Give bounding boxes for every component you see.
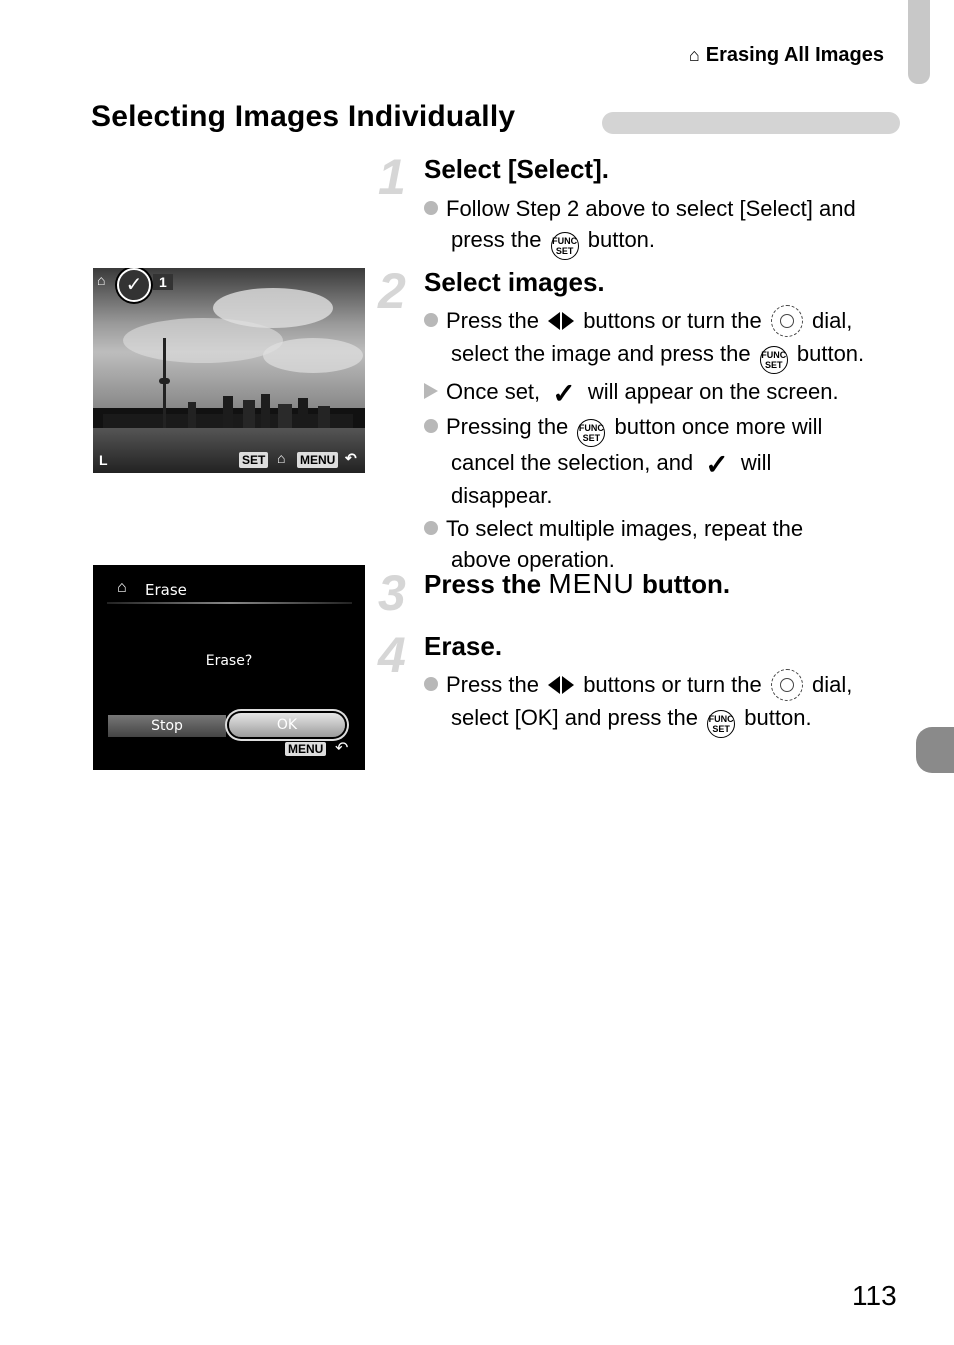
protect-erase-icon: ⌂ <box>97 272 106 288</box>
step-number-3: 3 <box>378 565 406 621</box>
step-1-title: Select [Select]. <box>424 154 609 184</box>
step-number-4: 4 <box>378 627 406 683</box>
return-icon: ↶ <box>335 740 349 757</box>
step-number-1: 1 <box>378 149 406 205</box>
step-1-text: Follow Step 2 above to select [Select] and press the FUNC SET button. <box>424 193 856 260</box>
erase-title: Erase <box>145 581 187 599</box>
camera-screen-erase <box>93 565 365 770</box>
section-bar <box>602 112 900 134</box>
menu-icon: MENU <box>548 568 635 599</box>
image-count: 1 <box>153 274 173 290</box>
step-4-text: Press the buttons or turn the dial, select [OK] and press the FUNC SET button. <box>424 669 924 738</box>
bullet <box>424 201 438 215</box>
menu-button-label: MENU <box>285 742 326 756</box>
left-right-buttons-icon <box>548 671 574 702</box>
func-set-icon: FUNC SET <box>551 232 579 260</box>
step-2-title: Select images. <box>424 267 605 297</box>
page-number: 113 <box>852 1280 897 1311</box>
image-size: L <box>99 452 108 468</box>
ok-option[interactable]: OK <box>229 713 345 737</box>
menu-button-label: MENU <box>297 452 338 468</box>
stop-option[interactable]: Stop <box>108 715 226 737</box>
erase-question: Erase? <box>205 653 253 669</box>
header-title: Erasing All Images <box>705 44 884 66</box>
checkmark-icon: ✓ <box>705 449 729 480</box>
section-title: Selecting Images Individually <box>91 100 516 133</box>
checkmark-icon: ✓ <box>552 378 576 409</box>
func-set-icon: FUNC SET <box>577 419 605 447</box>
chapter-tab <box>908 0 930 84</box>
checkmark-icon: ✓ <box>117 268 151 302</box>
control-dial-icon <box>771 305 803 337</box>
func-set-icon: FUNC SET <box>707 710 735 738</box>
protect-erase-icon: ⌂ <box>688 45 700 65</box>
protect-erase-icon: ⌂ <box>277 450 286 466</box>
set-button-label: SET <box>239 452 268 468</box>
step-2-text: Press the buttons or turn the dial, select the image and press the FUNC SET button. Once set, ✓ will appear on the screen. Pressing the FUNC SET button once more will cancel the selection, and ✓ will disappear. To select multiple images, repeat the above operation. <box>424 305 924 575</box>
func-set-icon: FUNC SET <box>760 346 788 374</box>
step-4-title: Erase. <box>424 631 503 661</box>
running-header <box>689 44 884 67</box>
left-right-buttons-icon <box>548 307 574 338</box>
control-dial-icon <box>771 669 803 701</box>
return-icon: ↶ <box>345 450 357 466</box>
camera-screen-select <box>93 268 365 473</box>
step-3-title: Press the MENU button. <box>424 568 731 599</box>
protect-erase-icon: ⌂ <box>117 579 127 596</box>
step-number-2: 2 <box>378 263 406 319</box>
